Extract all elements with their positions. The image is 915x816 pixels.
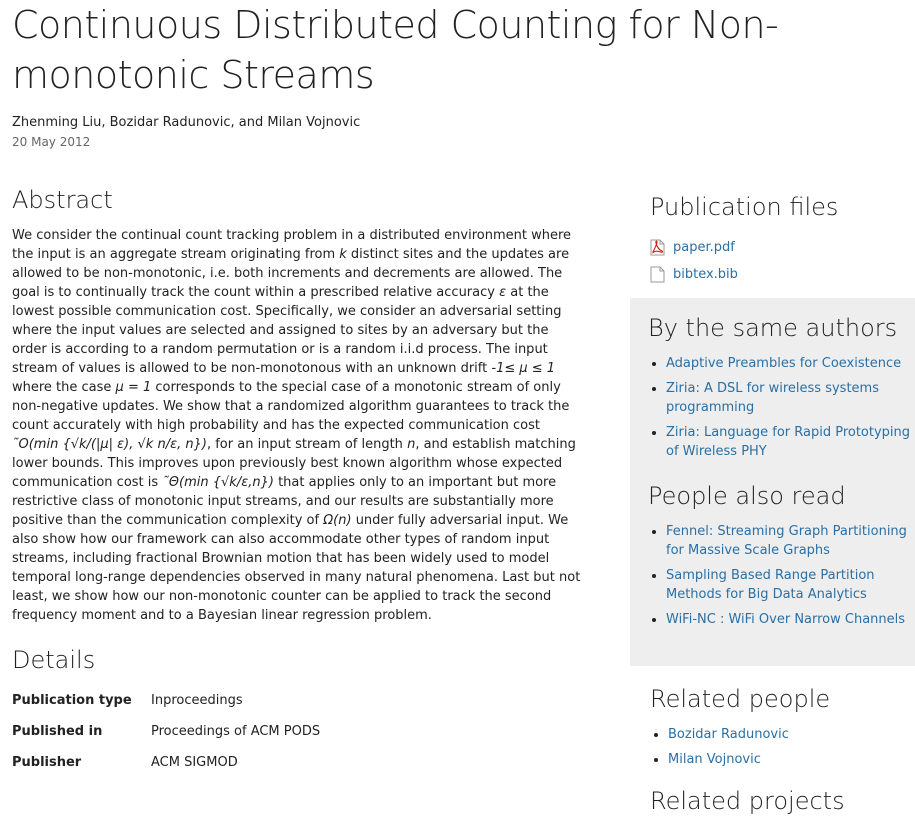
- details-label: Publication type: [12, 693, 132, 708]
- paper-pdf-link[interactable]: paper.pdf: [673, 239, 735, 255]
- list-item: [666, 354, 915, 373]
- details-row: [12, 691, 320, 722]
- file-icon: [650, 266, 665, 283]
- details-value: Proceedings of ACM PODS: [151, 724, 321, 739]
- related-people-list: [650, 725, 789, 775]
- bibtex-link[interactable]: bibtex.bib: [673, 266, 738, 282]
- list-item: [666, 566, 915, 604]
- details-label: Published in: [12, 724, 103, 739]
- list-item: [666, 610, 915, 629]
- details-row: [12, 722, 320, 753]
- page-title: Continuous Distributed Counting for Non-monotonic Streams: [12, 3, 779, 97]
- pdf-file-icon: [650, 239, 665, 256]
- list-item: [668, 750, 789, 769]
- publication-date: 20 May 2012: [12, 135, 91, 149]
- list-item: [666, 379, 915, 417]
- also-read-link[interactable]: Sampling Based Range Partition Methods for Big Data Analytics: [666, 568, 875, 602]
- same-authors-link[interactable]: Ziria: Language for Rapid Prototyping of Wireless PHY: [666, 425, 911, 459]
- people-also-read-heading: People also read: [648, 482, 846, 510]
- people-also-read-list: [648, 522, 915, 635]
- same-authors-list: [648, 354, 915, 467]
- also-read-link[interactable]: WiFi-NC : WiFi Over Narrow Channels: [666, 612, 906, 627]
- list-item: [668, 725, 789, 744]
- details-heading: Details: [12, 646, 96, 674]
- file-item: [650, 234, 738, 261]
- abstract-heading: Abstract: [12, 186, 113, 214]
- authors: Zhenming Liu, Bozidar Radunovic, and Milan Vojnovic: [12, 115, 361, 130]
- publication-files-heading: Publication files: [650, 193, 839, 221]
- details-table: [12, 691, 320, 784]
- abstract-text: We consider the continual count tracking problem in a distributed environment where the input is an aggregate stream originating from k distinct sites and the updates are allowed to be non-monotonic, i.e. both increments and decrements are allowed. The goal is to continually track the count within a prescribed relative accuracy ε at the lowest possible communication cost. Specifically, we consider an adversarial setting where the input values are selected and assigned to sites by an adversary but the order is according to a random permutation or is a random i.i.d process. The input stream of values is allowed to be non-monotonous with an unknown drift -1≤ μ ≤ 1 where the case μ = 1 corresponds to the special case of a monotonic stream of only non-negative updates. We show that a randomized algorithm guarantees to track the count accurately with high probability and has the expected communication cost ˜O(min {√k/(|μ| ε), √k n/ε, n}), for an input stream of length n, and establish matching lower bounds. This improves upon previously best known algorithm whose expected communication cost is ˜Θ(min {√k/ε,n}) that applies only to an important but more restrictive class of monotonic input streams, and our results are substantially more positive than the communication complexity of Ω(n) under fully adversarial input. We also show how our framework can also accommodate other types of random input streams, including fractional Brownian motion that has been widely used to model temporal long-range dependencies observed in many natural phenomena. Last but not least, we show how our non-monotonic counter can be applied to track the second frequency moment and to a Bayesian linear regression problem.: [12, 228, 581, 623]
- publication-files: [650, 234, 738, 288]
- same-authors-heading: By the same authors: [648, 314, 898, 342]
- related-projects-heading: Related projects: [650, 787, 845, 815]
- details-label: Publisher: [12, 755, 82, 770]
- also-read-link[interactable]: Fennel: Streaming Graph Partitioning for Massive Scale Graphs: [666, 524, 907, 558]
- same-authors-link[interactable]: Adaptive Preambles for Coexistence: [666, 356, 902, 371]
- related-person-link[interactable]: Milan Vojnovic: [668, 752, 761, 767]
- file-item: [650, 261, 738, 288]
- details-value: Inproceedings: [151, 693, 243, 708]
- list-item: [666, 522, 915, 560]
- details-value: ACM SIGMOD: [151, 755, 238, 770]
- list-item: [666, 423, 915, 461]
- same-authors-link[interactable]: Ziria: A DSL for wireless systems programming: [666, 381, 879, 415]
- related-sidebar-box: [630, 298, 915, 666]
- details-row: [12, 753, 320, 784]
- related-people-heading: Related people: [650, 685, 831, 713]
- related-person-link[interactable]: Bozidar Radunovic: [668, 727, 789, 742]
